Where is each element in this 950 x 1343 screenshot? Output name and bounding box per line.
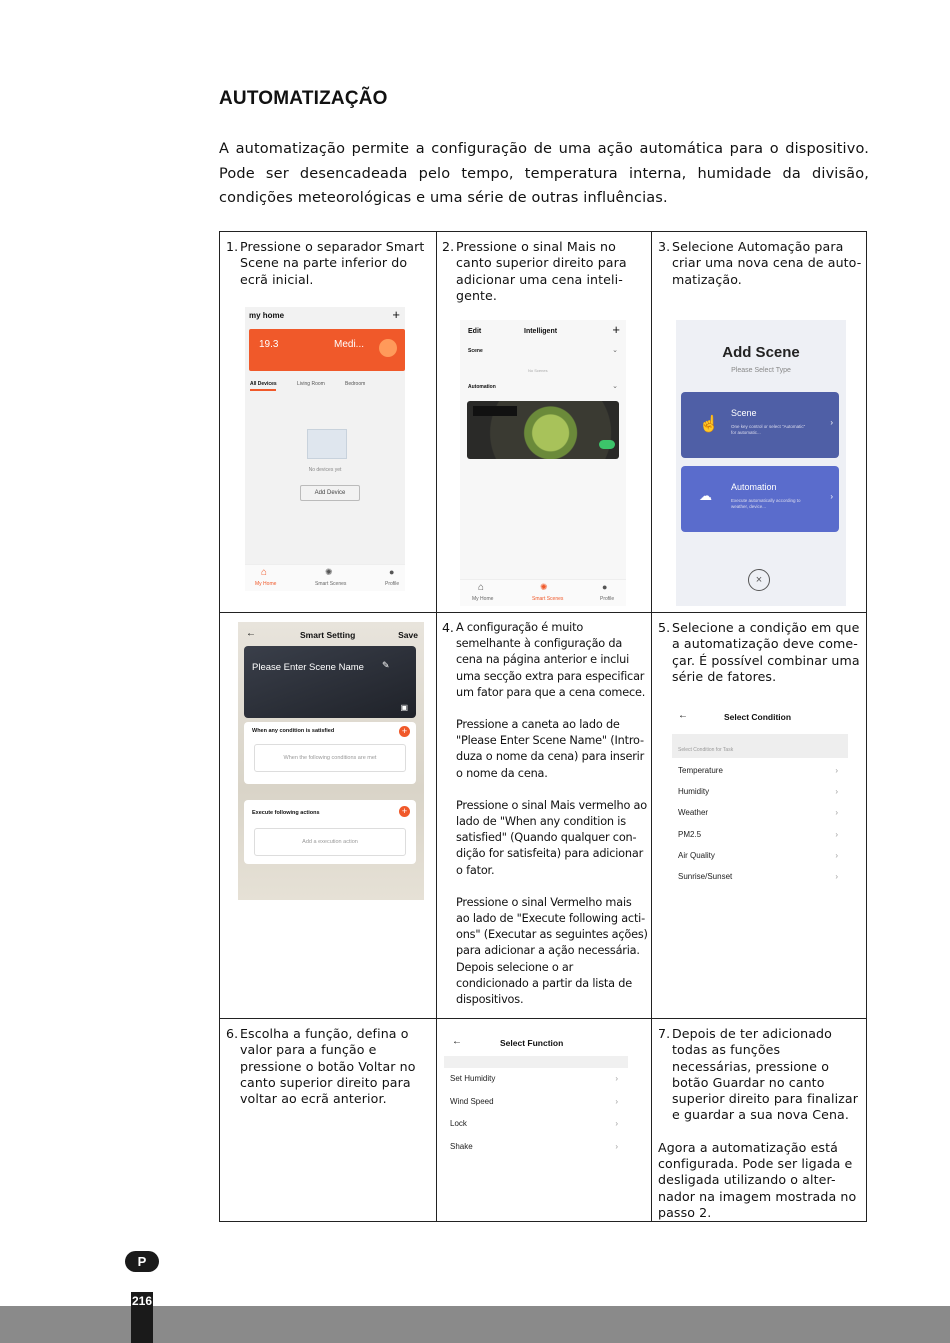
scene-option[interactable]: ☝ Scene One key control or select "Automatic" for automatic... ›	[681, 392, 839, 458]
condition-item[interactable]: Humidity ›	[678, 787, 838, 796]
hand-tap-icon: ☝	[699, 416, 719, 433]
pen-icon: ✎	[382, 660, 390, 670]
screen-smart-setting: ← Smart Setting Save Please Enter Scene Name ✎ ▣ When any condition is satisfied + When the following conditions are met Execute following actions + Add a execution action	[238, 622, 424, 900]
step-7: 7. Depois de ter adicionado todas as funções necessárias, pressione o botão Guardar no canto superior direito para finalizar e guardar a sua nova Cena. Agora a automatização está configurada. Pode ser ligada e desligada utilizando o alter-nador na imagem mostrada no passo 2.	[658, 1026, 858, 1220]
screen-home: my home + 19.3 Medi... All Devices Living Room Bedroom No devices yet Add Device ⌂ ✺ ● My Home Smart Scenes Profile	[245, 307, 405, 591]
step-2: 2. Pressione o sinal Mais no canto superior direito para adicionar uma cena inteli-gente.	[442, 239, 627, 303]
step-6: 6. Escolha a função, defina o valor para a função e pressione o botão Voltar no canto superior direito para voltar ao ecrã anterior.	[226, 1026, 416, 1107]
language-badge: P	[125, 1251, 159, 1272]
add-action-button[interactable]: +	[399, 806, 410, 817]
chevron-down-icon: ⌄	[612, 383, 618, 390]
function-item[interactable]: Lock ›	[450, 1119, 618, 1128]
condition-item[interactable]: Air Quality ›	[678, 851, 838, 860]
page-number: 216	[131, 1294, 153, 1308]
plus-icon: +	[392, 307, 400, 322]
chevron-down-icon: ⌄	[612, 347, 618, 354]
home-icon: ⌂	[478, 582, 485, 593]
automation-option[interactable]: ☁ Automation Execute automatically according to weather, device... ›	[681, 466, 839, 532]
function-item[interactable]: Set Humidity ›	[450, 1074, 618, 1083]
scenes-icon: ✺	[540, 582, 548, 592]
function-item[interactable]: Shake ›	[450, 1142, 618, 1151]
automation-card-image	[467, 401, 619, 459]
condition-card: When any condition is satisfied + When the following conditions are met	[244, 722, 416, 784]
condition-item[interactable]: Weather ›	[678, 808, 838, 817]
weather-banner: 19.3 Medi...	[249, 329, 405, 371]
step-5: 5. Selecione a condição em que a automatização deve come-çar. É possível combinar uma série de fatores.	[658, 620, 860, 684]
home-icon: ⌂	[261, 567, 268, 578]
back-arrow-icon: ←	[452, 1036, 462, 1047]
back-arrow-icon: ←	[678, 710, 688, 721]
step-3: 3. Selecione Automação para criar uma nova cena de auto-matização.	[658, 239, 862, 287]
condition-item[interactable]: Sunrise/Sunset ›	[678, 872, 838, 881]
actions-card: Execute following actions + Add a execution action	[244, 800, 416, 864]
scene-name-banner: Please Enter Scene Name ✎ ▣	[244, 646, 416, 718]
plus-icon: +	[612, 322, 620, 337]
screen-select-condition: ← Select Condition Select Condition for Task Temperature › Humidity › Weather › PM2.5 › Air Quality › Sunrise/Sunset ›	[672, 706, 848, 892]
mic-icon	[379, 339, 397, 357]
profile-icon: ●	[602, 582, 608, 592]
intro-paragraph: A automatização permite a configuração de uma ação automática para o dispositivo. Pode ser desencadeada pelo tempo, temperatura interna, humidade da divisão, condições meteorológicas e uma série de outras influências.	[219, 141, 869, 206]
function-item[interactable]: Wind Speed ›	[450, 1097, 618, 1106]
condition-item[interactable]: Temperature ›	[678, 766, 838, 775]
close-icon[interactable]: ×	[748, 569, 770, 591]
step-1: 1. Pressione o separador Smart Scene na parte inferior do ecrã inicial.	[226, 239, 425, 287]
screen-select-function: ← Select Function Set Humidity › Wind Speed › Lock › Shake ›	[444, 1030, 628, 1158]
chevron-right-icon: ›	[830, 418, 833, 427]
chevron-right-icon: ›	[830, 492, 833, 501]
image-icon: ▣	[400, 703, 408, 712]
empty-box-icon	[307, 429, 347, 459]
scenes-icon: ✺	[325, 567, 333, 577]
toggle-switch[interactable]	[599, 440, 615, 449]
add-condition-button[interactable]: +	[399, 726, 410, 737]
weather-icon: ☁	[699, 488, 712, 503]
save-button[interactable]: Save	[398, 630, 418, 640]
steps-table	[219, 231, 867, 1222]
step-4: 4. A configuração é muito semelhante à configuração da cena na página anterior e inclui uma secção extra para especificar um fator para que a cena comece. Pressione a caneta ao lado de "Please Enter Scene Name" (Intro-duza o nome da cena) para inserir o nome da cena. Pressione o sinal Mais vermelho ao lado de "When any condition is satisfied" (Quando qualquer con-dição for satisfeita) para adicionar o fator. Pressione o sinal Vermelho mais ao lado de "Execute following acti-ons" (Executar as seguintes ações) para adicionar a ação necessária. Depois selecione o ar condicionado a partir da lista de dispositivos.	[442, 620, 648, 1007]
back-arrow-icon: ←	[246, 628, 256, 639]
profile-icon: ●	[389, 567, 395, 577]
page-title: AUTOMATIZAÇÃO	[219, 88, 388, 109]
condition-item[interactable]: PM2.5 ›	[678, 830, 838, 839]
screen-add-scene: Add Scene Please Select Type ☝ Scene One key control or select "Automatic" for automatic... › ☁ Automation Execute automatically according to weather, device... › ×	[676, 320, 846, 606]
add-device-button[interactable]: Add Device	[300, 485, 360, 501]
screen-intelligent: Edit Intelligent + Scene ⌄ No Scenes Automation ⌄ ⌂ ✺ ● My Home Smart Scenes Profile	[460, 320, 626, 606]
